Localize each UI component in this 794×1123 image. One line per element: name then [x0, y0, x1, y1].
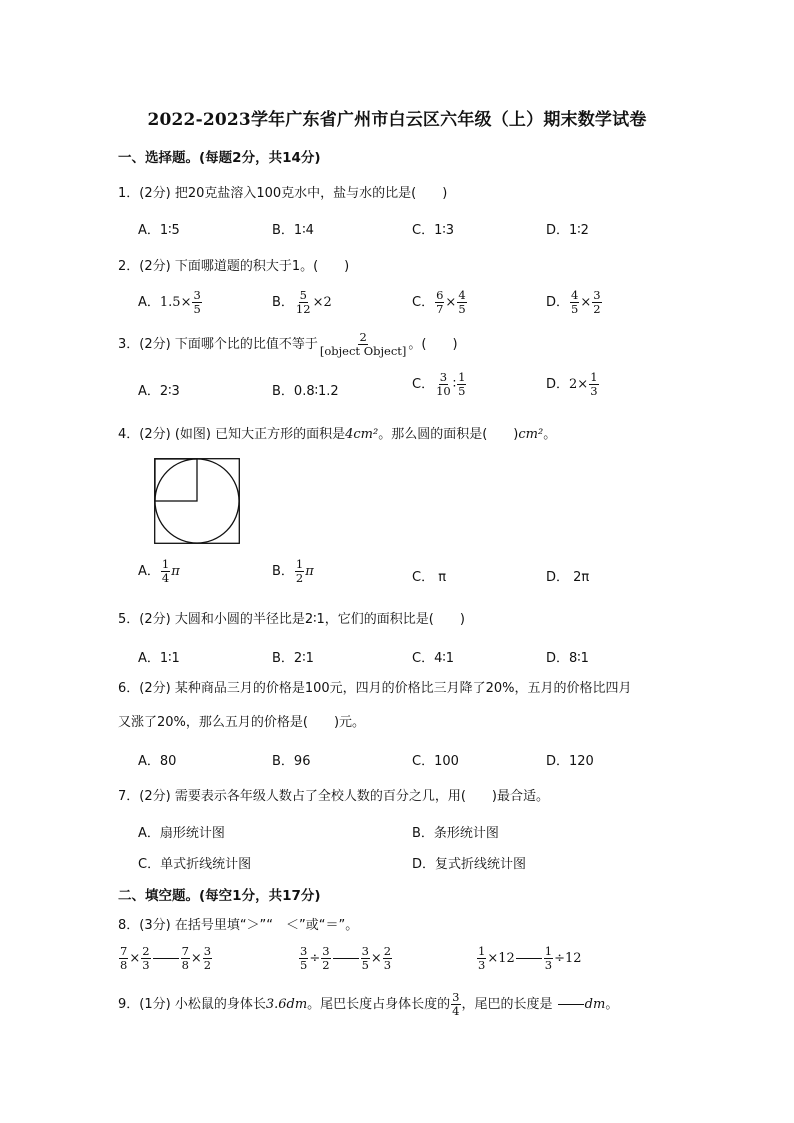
- q1-option-a: A．1∶5: [138, 223, 180, 238]
- question-6-line-1: 6．(2分) 某种商品三月的价格是100元，四月的价格比三月降了20%，五月的价格比四月: [118, 681, 632, 696]
- denominator: 5: [361, 958, 369, 972]
- numerator: 3: [193, 288, 201, 302]
- numerator: 1: [161, 557, 170, 571]
- q1-option-b: B．1∶4: [272, 223, 314, 238]
- expr-term: ÷12: [554, 951, 582, 966]
- numerator: 3: [322, 944, 330, 958]
- q8-expression-3: [476, 945, 582, 972]
- fraction: [435, 371, 452, 398]
- fraction: [451, 991, 460, 1018]
- operator: ×: [370, 951, 382, 966]
- denominator: 10: [436, 384, 451, 398]
- expr-term: 1.5×: [159, 295, 192, 310]
- question-2: 2．(2分) 下面哪道题的积大于1。( ): [118, 259, 350, 274]
- expr-term: 2×: [569, 377, 589, 392]
- question-text: 。尾巴长度占身体长度的: [307, 997, 451, 1012]
- fraction: [192, 289, 201, 316]
- fraction: [295, 558, 304, 585]
- q1-option-c: C．1∶3: [412, 223, 455, 238]
- denominator: 4: [161, 571, 170, 585]
- section-heading-fill-in: 二、填空题。(每空1分，共17分): [118, 888, 321, 904]
- pi-symbol: π: [305, 564, 314, 579]
- denominator: 3: [142, 958, 150, 972]
- question-9: [118, 991, 618, 1018]
- q2-option-c: [412, 289, 468, 316]
- numerator: 3: [300, 944, 308, 958]
- q5-option-a: A．1∶1: [138, 651, 180, 666]
- q7-option-a: A．扇形统计图: [138, 826, 225, 841]
- q6-option-c: C．100: [412, 754, 459, 769]
- question-text: 9．(1分) 小松鼠的身体长: [118, 997, 266, 1012]
- numerator: 2: [383, 944, 392, 958]
- denominator: 5: [458, 384, 466, 398]
- q4-option-c: C． π: [412, 570, 447, 585]
- numerator: 5: [299, 288, 307, 302]
- expr-term: ×12: [487, 951, 515, 966]
- option-letter: A．: [138, 564, 160, 579]
- numerator: 1: [590, 370, 598, 384]
- option-letter: A．: [138, 295, 160, 310]
- numerator: 3: [361, 944, 369, 958]
- denominator: 2: [322, 958, 330, 972]
- denominator: 3: [478, 958, 486, 972]
- question-text: ，尾巴的长度是: [461, 997, 553, 1012]
- fraction: [592, 289, 601, 316]
- fraction: [361, 945, 370, 972]
- unit: cm²: [518, 427, 544, 442]
- numerator: 7: [181, 944, 189, 958]
- fraction: [321, 945, 330, 972]
- fraction: [435, 289, 444, 316]
- denominator: 2: [593, 302, 601, 316]
- fraction: [299, 945, 308, 972]
- option-letter: C．: [412, 295, 435, 310]
- unit: dm: [584, 997, 606, 1012]
- pi-symbol: π: [171, 564, 180, 579]
- q6-option-b: B．96: [272, 754, 311, 769]
- operator: ∶: [452, 377, 457, 392]
- expr-term: ×2: [312, 295, 332, 310]
- q5-option-b: B．2∶1: [272, 651, 314, 666]
- numerator: 6: [436, 288, 444, 302]
- denominator: 2: [295, 571, 304, 585]
- fraction: [181, 945, 190, 972]
- operator: ×: [129, 951, 141, 966]
- denominator: [object Object]: [319, 344, 407, 358]
- denominator: 5: [458, 302, 466, 316]
- unit: 4cm²: [345, 427, 379, 442]
- fraction: [141, 945, 150, 972]
- question-text: 。那么圆的面积是( ): [378, 427, 519, 442]
- fraction: [457, 371, 466, 398]
- fraction: [119, 945, 128, 972]
- question-1: 1．(2分) 把20克盐溶入100克水中，盐与水的比是( ): [118, 186, 448, 201]
- q6-option-d: D．120: [546, 754, 594, 769]
- question-text: 。( ): [408, 337, 458, 352]
- q4-option-b: [272, 558, 314, 585]
- fraction: [589, 371, 598, 398]
- q2-option-a: [138, 289, 203, 316]
- square-circle-figure: [154, 458, 240, 544]
- section-heading-choice: 一、选择题。(每题2分，共14分): [118, 150, 321, 166]
- numerator: 1: [478, 944, 486, 958]
- q7-option-b: B．条形统计图: [412, 826, 499, 841]
- denominator: 5: [571, 302, 579, 316]
- numerator: 4: [458, 288, 466, 302]
- denominator: 3: [383, 958, 392, 972]
- denominator: 8: [120, 958, 128, 972]
- question-text: 。: [605, 997, 619, 1012]
- numerator: 1: [544, 944, 553, 958]
- numerator: 2: [142, 944, 150, 958]
- q3-option-c: [412, 371, 467, 398]
- option-letter: B．: [272, 564, 294, 579]
- denominator: 3: [544, 958, 553, 972]
- q3-option-a: A．2∶3: [138, 384, 180, 399]
- option-letter: B．: [272, 295, 294, 310]
- numerator: 4: [571, 288, 579, 302]
- numerator: 1: [458, 370, 466, 384]
- q3-option-b: B．0.8∶1.2: [272, 384, 339, 399]
- numerator: 7: [120, 944, 128, 958]
- denominator: 2: [203, 958, 212, 972]
- numerator: 3: [439, 370, 448, 384]
- numerator: 3: [452, 990, 460, 1004]
- denominator: 3: [590, 384, 598, 398]
- fraction: [570, 289, 579, 316]
- q5-option-d: D．8∶1: [546, 651, 589, 666]
- answer-blank[interactable]: [558, 1004, 584, 1005]
- q5-option-c: C．4∶1: [412, 651, 455, 666]
- answer-blank[interactable]: [516, 958, 542, 959]
- denominator: 12: [295, 302, 311, 316]
- q8-expression-2: [298, 945, 393, 972]
- operator: ×: [580, 295, 592, 310]
- question-3: [118, 331, 458, 358]
- operator: ÷: [309, 951, 321, 966]
- answer-blank[interactable]: [333, 958, 359, 959]
- question-5: 5．(2分) 大圆和小圆的半径比是2∶1，它们的面积比是( ): [118, 612, 465, 627]
- question-text: 。: [543, 427, 557, 442]
- numerator: 3: [203, 944, 212, 958]
- q3-option-d: [546, 371, 600, 398]
- q8-expression-1: [118, 945, 213, 972]
- fraction: [295, 289, 312, 316]
- fraction: [457, 289, 466, 316]
- numerator: 1: [295, 557, 304, 571]
- q2-option-d: [546, 289, 603, 316]
- fraction: [383, 945, 392, 972]
- question-6-line-2: 又涨了20%，那么五月的价格是( )元。: [118, 715, 366, 730]
- operator: ×: [190, 951, 202, 966]
- numerator: 2: [359, 330, 367, 344]
- denominator: 5: [193, 302, 201, 316]
- question-text: 3．(2分) 下面哪个比的比值不等于: [118, 337, 318, 352]
- numerator: 3: [593, 288, 601, 302]
- option-letter: D．: [546, 377, 570, 392]
- answer-blank[interactable]: [153, 958, 179, 959]
- fraction: [544, 945, 553, 972]
- option-letter: C．: [412, 377, 435, 392]
- denominator: 8: [181, 958, 189, 972]
- q4-option-d: D． 2π: [546, 570, 590, 585]
- q7-option-d: D．复式折线统计图: [412, 857, 527, 872]
- q4-option-a: [138, 558, 180, 585]
- q7-option-c: C．单式折线统计图: [138, 857, 252, 872]
- denominator: 4: [452, 1004, 460, 1018]
- fraction: [319, 331, 408, 358]
- question-text: 4．(2分) (如图) 已知大正方形的面积是: [118, 427, 346, 442]
- length-value: 3.6dm: [265, 997, 308, 1012]
- question-4: [118, 423, 556, 442]
- option-letter: D．: [546, 295, 570, 310]
- q2-option-b: [272, 289, 332, 316]
- denominator: 7: [436, 302, 444, 316]
- page-title: 2022-2023学年广东省广州市白云区六年级（上）期末数学试卷: [147, 110, 647, 130]
- q1-option-d: D．1∶2: [546, 223, 589, 238]
- operator: ×: [445, 295, 457, 310]
- fraction: [477, 945, 486, 972]
- denominator: 5: [300, 958, 308, 972]
- fraction: [203, 945, 212, 972]
- q6-option-a: A．80: [138, 754, 177, 769]
- fraction: [161, 558, 170, 585]
- question-8: 8．(3分) 在括号里填“＞”“ ＜”或“＝”。: [118, 918, 359, 933]
- question-7: 7．(2分) 需要表示各年级人数占了全校人数的百分之几，用( )最合适。: [118, 789, 549, 804]
